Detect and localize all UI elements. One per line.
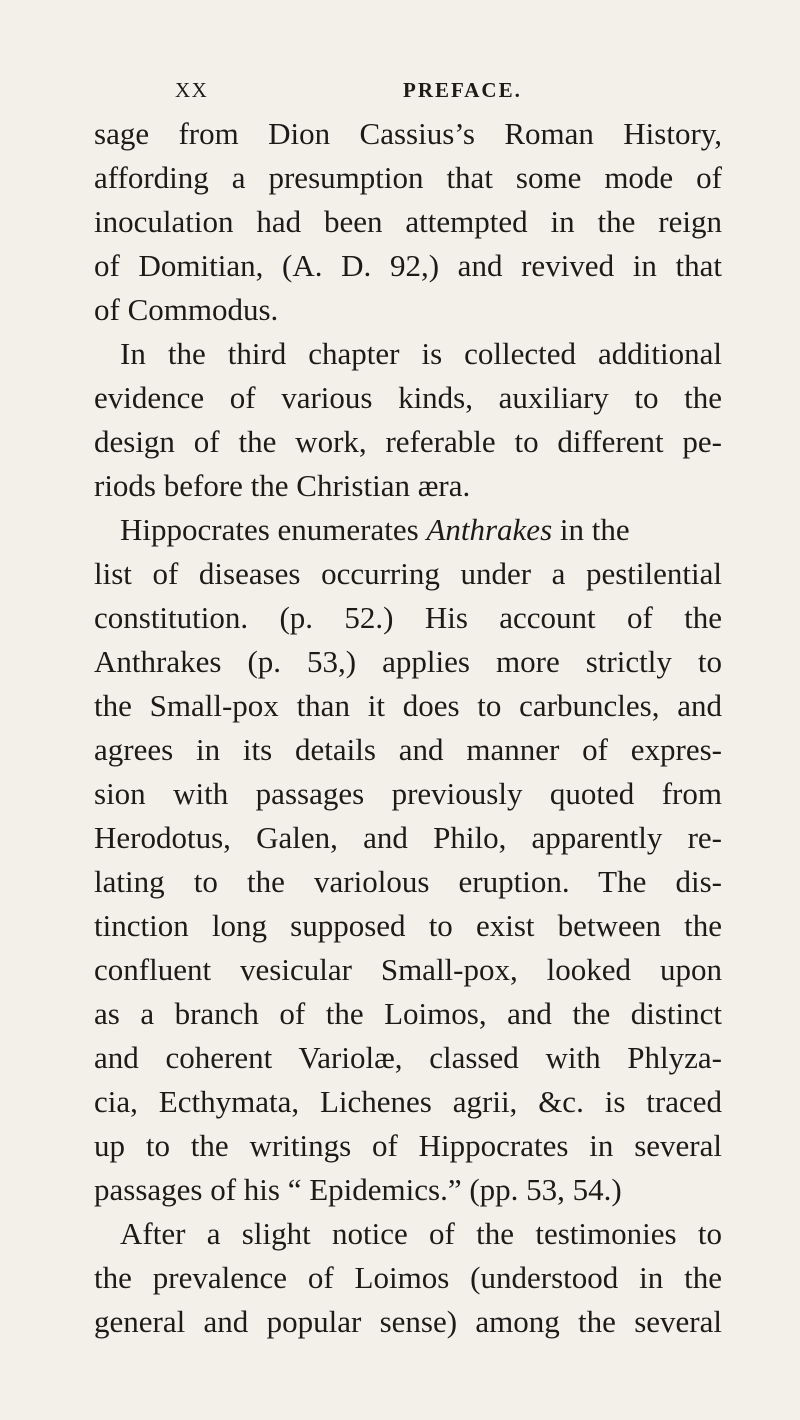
text-line: the prevalence of Loimos (understood in the xyxy=(94,1260,722,1295)
text-line: confluent vesicular Small-pox, looked upon xyxy=(94,952,722,987)
text-line-mixed xyxy=(120,508,722,552)
text-segment: in the xyxy=(559,512,630,547)
text-segment: Hippocrates enumerates xyxy=(120,512,419,547)
page-number: XX xyxy=(175,78,209,102)
text-line: passages of his “ Epidemics.” (pp. 53, 54.) xyxy=(94,1172,622,1207)
running-head xyxy=(175,78,730,108)
text-line: sion with passages previously quoted from xyxy=(94,776,722,811)
text-line: and coherent Variolæ, classed with Phlyza- xyxy=(94,1040,722,1075)
text-line: general and popular sense) among the several xyxy=(94,1304,722,1339)
text-line: of Domitian, (A. D. 92,) and revived in that xyxy=(94,248,722,283)
italic-term: Anthrakes xyxy=(426,512,553,547)
text-line: tinction long supposed to exist between the xyxy=(94,908,722,943)
running-title: PREFACE. xyxy=(403,78,522,102)
text-line: of Commodus. xyxy=(94,292,279,327)
text-line: lating to the variolous eruption. The dis- xyxy=(94,864,722,899)
text-line: constitution. (p. 52.) His account of the xyxy=(94,600,722,635)
text-line: sage from Dion Cassius’s Roman History, xyxy=(94,116,722,151)
text-line: inoculation had been attempted in the reign xyxy=(94,204,722,239)
text-line: cia, Ecthymata, Lichenes agrii, &c. is traced xyxy=(94,1084,722,1119)
text-line: up to the writings of Hippocrates in several xyxy=(94,1128,722,1163)
text-line: list of diseases occurring under a pestilential xyxy=(94,556,722,591)
text-line: the Small-pox than it does to carbuncles, and xyxy=(94,688,722,723)
text-line: riods before the Christian æra. xyxy=(94,468,471,503)
text-line: Herodotus, Galen, and Philo, apparently re- xyxy=(94,820,722,855)
text-line: In the third chapter is collected additional xyxy=(120,336,722,371)
text-line: After a slight notice of the testimonies to xyxy=(120,1216,722,1251)
text-line: design of the work, referable to different pe- xyxy=(94,424,722,459)
text-line: affording a presumption that some mode of xyxy=(94,160,722,195)
text-line: as a branch of the Loimos, and the distinct xyxy=(94,996,722,1031)
text-line: Anthrakes (p. 53,) applies more strictly to xyxy=(94,644,722,679)
text-line: agrees in its details and manner of expres- xyxy=(94,732,722,767)
text-line: evidence of various kinds, auxiliary to the xyxy=(94,380,722,415)
